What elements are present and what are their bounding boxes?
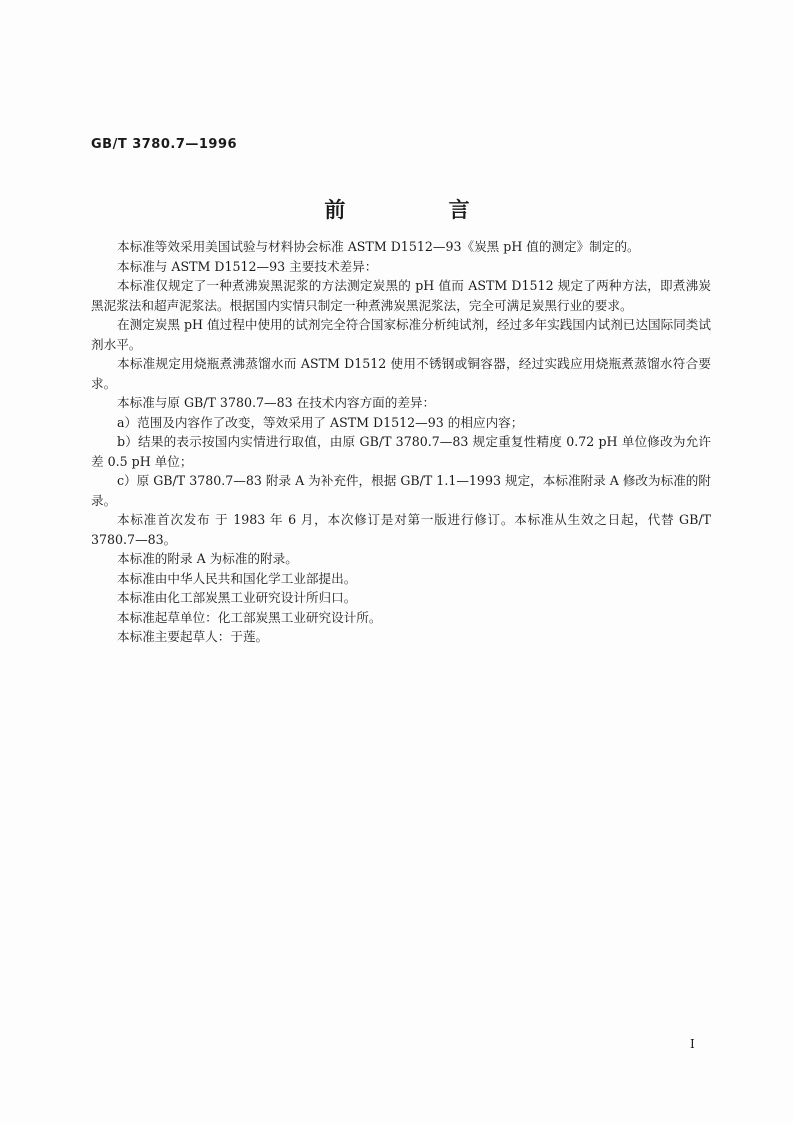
paragraph: 本标准由化工部炭黑工业研究设计所归口。: [117, 590, 357, 605]
paragraph: 本标准规定用烧瓶煮沸蒸馏水而 ASTM D1512 使用不锈钢或铜容器，经过实践应用烧瓶煮蒸馏水符合要求。: [91, 356, 711, 391]
paragraph: 本标准与 ASTM D1512—93 主要技术差异：: [117, 258, 378, 274]
paragraph: 本标准仅规定了一种煮沸炭黑泥浆的方法测定炭黑的 pH 值而 ASTM D1512 规定了两种方法，即煮沸炭黑泥浆法和超声泥浆法。根据国内实情只制定一种煮沸炭黑泥浆法，完全可满足炭黑行业的要求。: [91, 278, 711, 313]
list-item: c）原 GB/T 3780.7—83 附录 A 为补充件，根据 GB/T 1.1—1993 规定，本标准附录 A 修改为标准的附录。: [91, 473, 711, 508]
page-title: 前 言: [324, 198, 518, 222]
paragraph: 本标准首次发布 于 1983 年 6 月，本次修订是对第一版进行修订。本标准从生效之日起，代替 GB/T 3780.7—83。: [91, 512, 711, 547]
paragraph: 本标准等效采用美国试验与材料协会标准 ASTM D1512—93《炭黑 pH 值的测定》制定的。: [117, 239, 640, 254]
foreword-body: [91, 237, 711, 647]
paragraph: 本标准主要起草人：于莲。: [117, 629, 269, 644]
standard-code: GB/T 3780.7—1996: [91, 137, 238, 152]
list-item: b）结果的表示按国内实情进行取值，由原 GB/T 3780.7—83 规定重复性精度 0.72 pH 单位修改为允许差 0.5 pH 单位；: [91, 434, 711, 469]
list-item: a）范围及内容作了改变，等效采用了 ASTM D1512—93 的相应内容；: [117, 414, 524, 430]
paragraph: 本标准的附录 A 为标准的附录。: [117, 551, 298, 566]
paragraph: 本标准起草单位：化工部炭黑工业研究设计所。: [117, 609, 382, 625]
page-number: I: [690, 1037, 695, 1051]
paragraph: 本标准与原 GB/T 3780.7—83 在技术内容方面的差异：: [117, 395, 436, 410]
paragraph: 本标准由中华人民共和国化学工业部提出。: [117, 570, 357, 586]
paragraph: 在测定炭黑 pH 值过程中使用的试剂完全符合国家标准分析纯试剂，经过多年实践国内试剂已达国际同类试剂水平。: [91, 317, 711, 352]
